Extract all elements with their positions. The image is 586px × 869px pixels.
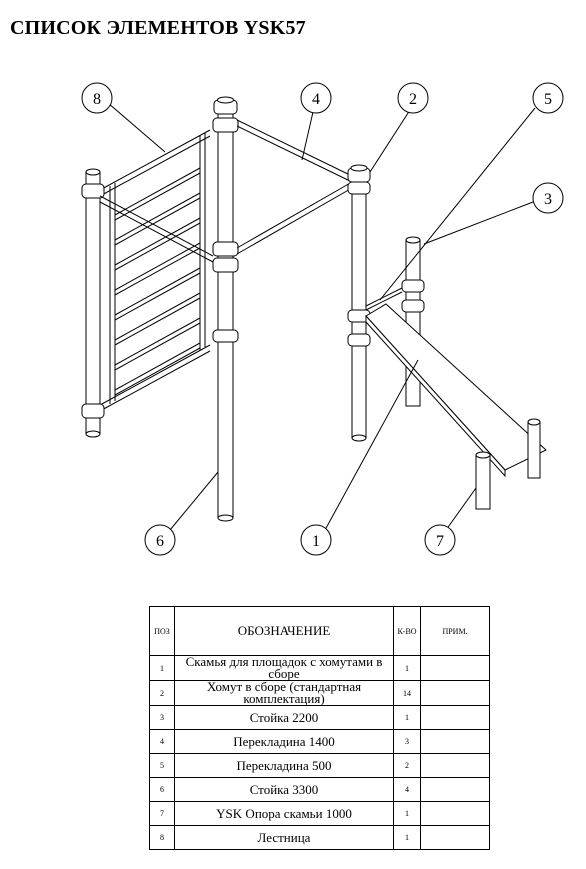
header-pos: ПОЗ — [150, 607, 175, 656]
row-pos: 6 — [150, 778, 175, 802]
row-note — [421, 802, 490, 826]
row-qty: 4 — [394, 778, 421, 802]
row-qty: 2 — [394, 754, 421, 778]
svg-text:8: 8 — [93, 91, 101, 108]
row-name: Лестница — [175, 826, 394, 850]
table-header-row — [150, 607, 490, 656]
bench — [366, 304, 546, 476]
row-qty: 14 — [394, 681, 421, 706]
row-note — [421, 826, 490, 850]
callout-2 — [398, 83, 428, 113]
svg-text:6: 6 — [156, 533, 164, 550]
row-pos: 1 — [150, 656, 175, 681]
table-row — [150, 706, 490, 730]
callout-6 — [145, 525, 175, 555]
row-pos: 3 — [150, 706, 175, 730]
row-note — [421, 754, 490, 778]
page-title: СПИСОК ЭЛЕМЕНТОВ YSK57 — [10, 17, 306, 39]
table-row — [150, 730, 490, 754]
row-pos: 2 — [150, 681, 175, 706]
table-row — [150, 681, 490, 706]
row-pos: 7 — [150, 802, 175, 826]
post-3300-front — [213, 97, 238, 521]
table-row — [150, 656, 490, 681]
table-row — [150, 802, 490, 826]
row-pos: 8 — [150, 826, 175, 850]
row-note — [421, 681, 490, 706]
svg-text:2: 2 — [409, 91, 417, 108]
post-3300-rear — [348, 165, 370, 441]
table-row — [150, 778, 490, 802]
row-qty: 1 — [394, 656, 421, 681]
svg-text:3: 3 — [544, 191, 552, 208]
parts-table — [149, 606, 490, 850]
ladder — [82, 130, 210, 437]
callout-5 — [533, 83, 563, 113]
row-name: Скамья для площадок с хомутами в сборе — [175, 656, 394, 681]
row-qty: 3 — [394, 730, 421, 754]
svg-text:1: 1 — [312, 533, 320, 550]
row-note — [421, 656, 490, 681]
table-row — [150, 826, 490, 850]
callout-8 — [82, 83, 112, 113]
callout-7 — [425, 525, 455, 555]
header-note: ПРИМ. — [421, 607, 490, 656]
row-pos: 4 — [150, 730, 175, 754]
row-note — [421, 706, 490, 730]
header-name: ОБОЗНАЧЕНИЕ — [175, 607, 394, 656]
callout-4 — [301, 83, 331, 113]
row-qty: 1 — [394, 826, 421, 850]
row-qty: 1 — [394, 802, 421, 826]
row-name: Стойка 3300 — [175, 778, 394, 802]
row-note — [421, 778, 490, 802]
row-name: Перекладина 500 — [175, 754, 394, 778]
row-name: Стойка 2200 — [175, 706, 394, 730]
row-name: Перекладина 1400 — [175, 730, 394, 754]
row-note — [421, 730, 490, 754]
row-qty: 1 — [394, 706, 421, 730]
svg-text:5: 5 — [544, 91, 552, 108]
callout-3 — [533, 183, 563, 213]
header-qty: К-ВО — [394, 607, 421, 656]
svg-text:4: 4 — [312, 91, 320, 108]
table-row — [150, 754, 490, 778]
callout-1 — [301, 525, 331, 555]
assembly-drawing — [0, 60, 586, 580]
svg-text:7: 7 — [436, 533, 444, 550]
row-name: YSK Опора скамьи 1000 — [175, 802, 394, 826]
row-name: Хомут в сборе (стандартная комплектация) — [175, 681, 394, 706]
row-pos: 5 — [150, 754, 175, 778]
